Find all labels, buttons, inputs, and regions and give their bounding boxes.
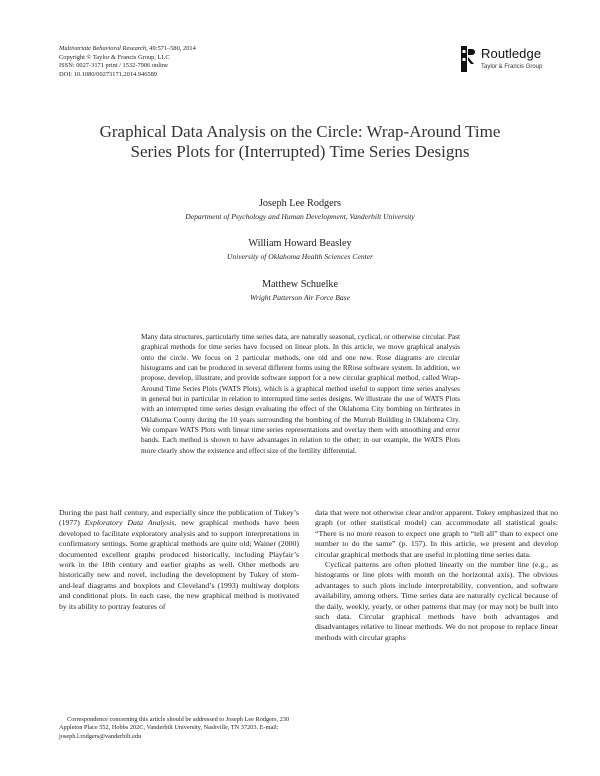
- paper-title: Graphical Data Analysis on the Circle: Wrap-Around Time Series Plots for (Interrupted) Time Series Designs: [99, 122, 501, 161]
- body-text: During the past half century, and especially since the publication of Tukey’s (1977): [59, 508, 299, 528]
- correspondence-footnote: [59, 716, 297, 741]
- journal-citation-line: [59, 45, 359, 54]
- publisher-logo: [461, 44, 556, 76]
- author-affiliation: University of Oklahoma Health Sciences Center: [226, 252, 374, 261]
- publisher-group: Taylor & Francis Group: [481, 64, 543, 70]
- body-column-right: [315, 508, 558, 643]
- author-name: Joseph Lee Rodgers: [258, 198, 342, 209]
- author-affiliation: Department of Psychology and Human Development, Vanderbilt University: [185, 212, 415, 221]
- author-affiliation: Wright Patterson Air Force Base: [250, 293, 350, 302]
- author-name: William Howard Beasley: [248, 238, 352, 249]
- routledge-logo-icon: [461, 46, 475, 72]
- journal-name: Multivariate Behavioral Research: [59, 45, 147, 52]
- body-column-left: [59, 508, 299, 612]
- journal-header: [59, 45, 359, 79]
- copyright-line: Copyright © Taylor & Francis Group, LLC: [59, 53, 170, 61]
- body-paragraph: data that were not otherwise clear and/or apparent. Tukey emphasized that no graph (or other statistical model) can accommodate all statistical goals: “There is no more reason to expect one graph to “tell all” than to expect one number to do the same” (p. 157). In this article, we present and develop circular graphical methods that are useful in plotting time series data.: [315, 508, 558, 559]
- title-block: [0, 122, 600, 162]
- body-text: , new graphical methods have been developed to facilitate exploratory analysis and to support interpretations in confirmatory settings. Some graphical methods are quite old; Wainer (2000) documented excellent graphs produced historically, including Playfair’s work in the 18th century and earlier graphs as well. Other methods are historically new and novel, including the development by Tukey of stem-and-leaf diagrams and boxplots and Cleveland’s (1993) multiway dotplots and conditional plots. In each case, the new graphical method is motivated by its ability to portray features of: [59, 518, 299, 611]
- doi-line: DOI: 10.1080/00273171.2014.946589: [59, 70, 157, 78]
- issn-line: ISSN: 0027-3171 print / 1532-7906 online: [59, 62, 168, 70]
- footnote-text: Correspondence concerning this article should be addressed to Joseph Lee Rodgers, 230 Appleton Place 552, Hobbs 202C, Vanderbilt University, Nashville, TN 37203. E-mail: joseph.l.rodgers@vanderbilt.edu: [59, 716, 290, 740]
- body-paragraph: [59, 508, 299, 612]
- journal-volume: , 49:571–580, 2014: [146, 45, 196, 52]
- cited-book-title: Exploratory Data Analysis: [84, 518, 175, 528]
- abstract: Many data structures, particularly time series data, are naturally seasonal, cyclical, or otherwise circular. Past graphical methods for time series have focused on linear plots. In this article, we move graphical analysis onto the circle. We focus on 2 particular methods, one old and one new. Rose diagrams are circular histograms and can be produced in several different forms using the RRose software system. In addition, we propose, develop, illustrate, and provide software support for a new circular graphical method, called Wrap-Around Time Series Plots (WATS Plots), which is a graphical method useful to support time series analyses in general but in particular in relation to interrupted time series designs. We illustrate the use of WATS Plots with an interrupted time series design evaluating the effect of the Oklahoma City bombing on birthrates in Oklahoma County during the 10 years surrounding the bombing of the Murrah Building in Oklahoma City. We compare WATS Plots with linear time series representations and overlay them with smoothing and error bands. Each method is shown to have advantages in relation to the other; in our example, the WATS Plots more clearly show the existence and effect size of the fertility differential.: [141, 332, 460, 455]
- author-name: Matthew Schuelke: [261, 279, 339, 290]
- body-paragraph: Cyclical patterns are often plotted linearly on the number line (e.g., as histograms or line plots with month on the horizontal axis). The obvious advantages to such plots include interpretability, convention, and software availability, among others. Time series data are naturally cyclical because of the daily, weekly, yearly, or other patterns that may (or may not) be built into such data. Circular graphical methods have both advantages and disadvantages relative to linear methods. We do not propose to replace linear methods with circular graphs: [315, 560, 558, 642]
- publisher-name: Routledge: [481, 46, 542, 61]
